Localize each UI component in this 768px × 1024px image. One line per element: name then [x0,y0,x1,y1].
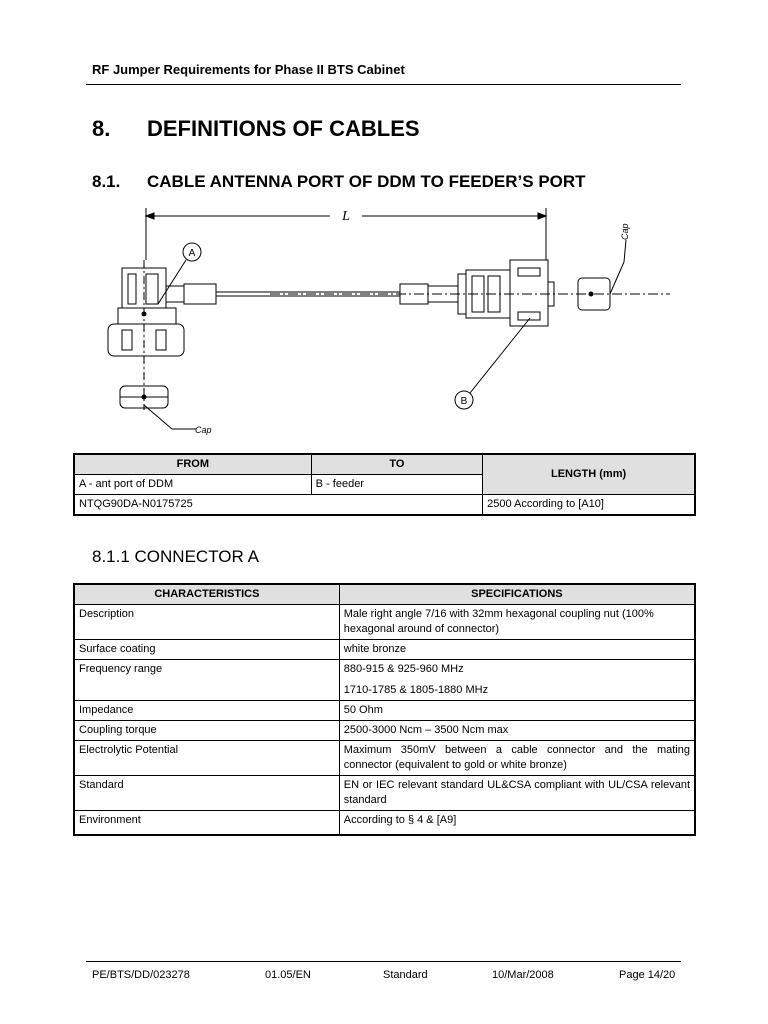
to-header: TO [311,454,482,475]
footer-rule [86,961,681,962]
characteristic-name: Surface coating [74,640,339,660]
characteristic-name: Environment [74,811,339,836]
characteristic-name: Standard [74,776,339,811]
specification-value: EN or IEC relevant standard UL&CSA compliant with UL/CSA relevant standard [339,776,695,811]
table-row [74,811,695,836]
to-value: B - feeder [311,475,482,495]
label-b: B [460,396,468,407]
running-header: RF Jumper Requirements for Phase II BTS Cabinet [92,62,405,77]
specification-value: Male right angle 7/16 with 32mm hexagonal coupling nut (100% hexagonal around of connector) [339,605,695,640]
specification-value: According to § 4 & [A9] [339,811,695,836]
section-title: DEFINITIONS OF CABLES [147,116,420,141]
footer-date: 10/Mar/2008 [492,969,554,981]
subsection-number: 8.1. [92,172,121,191]
table-row [74,605,695,640]
characteristics-header: CHARACTERISTICS [74,584,339,605]
characteristic-name: Coupling torque [74,721,339,741]
footer-doc-id: PE/BTS/DD/023278 [92,969,190,981]
frequency-line-1: 880-915 & 925-960 MHz [343,663,464,675]
subsection-title: CABLE ANTENNA PORT OF DDM TO FEEDER’S PORT [147,172,586,191]
cap-label-right: Cap [620,223,630,240]
table-row [74,776,695,811]
table-row [74,660,695,701]
frequency-line-2: 1710-1785 & 1805-1880 MHz [343,684,489,696]
cable-diagram [100,200,680,440]
characteristic-name: Electrolytic Potential [74,741,339,776]
length-value: 2500 According to [A10] [483,495,695,516]
label-a: A [188,248,196,259]
footer-page: Page 14/20 [619,969,676,981]
connector-heading: 8.1.1 CONNECTOR A [92,547,259,566]
table-row [74,640,695,660]
characteristic-name: Impedance [74,701,339,721]
part-number: NTQG90DA-N0175725 [74,495,483,516]
length-header: LENGTH (mm) [483,454,695,495]
length-label: L [342,209,350,224]
table-row [74,721,695,741]
from-header: FROM [74,454,311,475]
header-rule [86,84,681,85]
section-number: 8. [92,116,111,141]
footer-status: Standard [383,969,428,981]
specification-value [339,660,695,701]
table-row [74,741,695,776]
specification-value: Maximum 350mV between a cable connector and the mating connector (equivalent to gold or white bronze) [339,741,695,776]
specification-value: white bronze [339,640,695,660]
specifications-header: SPECIFICATIONS [339,584,695,605]
connector-table [73,583,696,836]
table-row [74,701,695,721]
characteristic-name: Frequency range [74,660,339,701]
cable-table [73,453,696,516]
footer-version: 01.05/EN [265,969,311,981]
cap-label-left: Cap [195,425,212,435]
characteristic-name: Description [74,605,339,640]
from-value: A - ant port of DDM [74,475,311,495]
specification-value: 2500-3000 Ncm – 3500 Ncm max [339,721,695,741]
specification-value: 50 Ohm [339,701,695,721]
